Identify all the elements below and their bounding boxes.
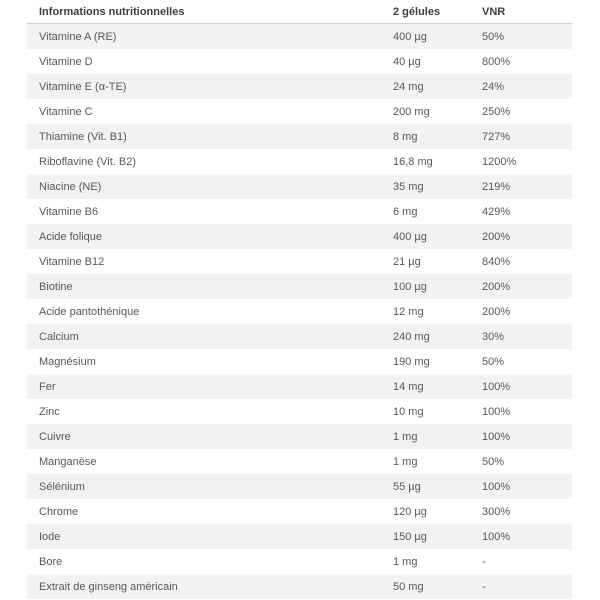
table-row xyxy=(27,199,572,224)
nutrient-label: Biotine xyxy=(39,280,73,293)
nutrient-vnr: 800% xyxy=(482,55,511,68)
nutrient-amount: 1 mg xyxy=(393,455,418,468)
table-row xyxy=(27,99,572,124)
nutrient-vnr: 100% xyxy=(482,430,511,443)
nutrient-label: Acide folique xyxy=(39,230,102,243)
table-row xyxy=(27,249,572,274)
nutrient-vnr: 100% xyxy=(482,530,511,543)
nutrient-label: Vitamine C xyxy=(39,105,93,118)
nutrient-amount: 10 mg xyxy=(393,405,424,418)
table-row xyxy=(27,524,572,549)
nutrient-label: Vitamine A (RE) xyxy=(39,30,117,43)
nutrient-amount: 16,8 mg xyxy=(393,155,433,168)
nutrient-label: Acide pantothénique xyxy=(39,305,140,318)
nutrient-amount: 190 mg xyxy=(393,355,430,368)
nutrient-amount: 200 mg xyxy=(393,105,430,118)
nutrient-vnr: - xyxy=(482,555,486,568)
nutrient-label: Vitamine D xyxy=(39,55,93,68)
nutrient-label: Vitamine E (α-TE) xyxy=(39,80,127,93)
nutrient-vnr: 219% xyxy=(482,180,511,193)
nutrient-label: Bore xyxy=(39,555,63,568)
nutrient-label: Fer xyxy=(39,380,56,393)
nutrient-amount: 40 µg xyxy=(393,55,421,68)
nutrient-vnr: 50% xyxy=(482,455,505,468)
table-row xyxy=(27,424,572,449)
nutrient-label: Extrait de ginseng américain xyxy=(39,580,178,593)
header-dose: 2 gélules xyxy=(393,5,441,18)
table-body xyxy=(27,24,572,599)
nutrient-vnr: 50% xyxy=(482,30,505,43)
table-row xyxy=(27,224,572,249)
table-row xyxy=(27,499,572,524)
nutrient-vnr: 727% xyxy=(482,130,511,143)
nutrient-label: Cuivre xyxy=(39,430,71,443)
table-row xyxy=(27,124,572,149)
nutrient-vnr: 100% xyxy=(482,405,511,418)
nutrient-vnr: 840% xyxy=(482,255,511,268)
nutrient-vnr: 429% xyxy=(482,205,511,218)
nutrient-amount: 6 mg xyxy=(393,205,418,218)
nutrient-label: Manganèse xyxy=(39,455,97,468)
nutrient-amount: 240 mg xyxy=(393,330,430,343)
nutrient-amount: 100 µg xyxy=(393,280,427,293)
nutrient-amount: 14 mg xyxy=(393,380,424,393)
nutrient-vnr: 100% xyxy=(482,480,511,493)
nutrient-label: Magnésium xyxy=(39,355,96,368)
table-row xyxy=(27,324,572,349)
table-row xyxy=(27,74,572,99)
nutrient-vnr: 1200% xyxy=(482,155,517,168)
nutrient-vnr: 200% xyxy=(482,230,511,243)
nutrient-amount: 400 µg xyxy=(393,230,427,243)
table-row xyxy=(27,274,572,299)
nutrient-amount: 55 µg xyxy=(393,480,421,493)
table-row xyxy=(27,549,572,574)
nutrient-amount: 400 µg xyxy=(393,30,427,43)
nutrient-amount: 1 mg xyxy=(393,555,418,568)
nutrient-vnr: 30% xyxy=(482,330,505,343)
header-informations-nutritionnelles: Informations nutritionnelles xyxy=(39,5,185,18)
nutrient-vnr: 300% xyxy=(482,505,511,518)
nutrient-label: Niacine (NE) xyxy=(39,180,102,193)
nutrient-amount: 150 µg xyxy=(393,530,427,543)
table-row xyxy=(27,449,572,474)
nutrient-amount: 21 µg xyxy=(393,255,421,268)
nutrient-label: Vitamine B12 xyxy=(39,255,105,268)
table-row xyxy=(27,474,572,499)
nutrient-label: Calcium xyxy=(39,330,79,343)
nutrient-vnr: - xyxy=(482,580,486,593)
table-row xyxy=(27,149,572,174)
table-row xyxy=(27,24,572,49)
nutrient-vnr: 200% xyxy=(482,305,511,318)
nutrient-label: Vitamine B6 xyxy=(39,205,99,218)
nutrient-label: Iode xyxy=(39,530,61,543)
nutrient-vnr: 250% xyxy=(482,105,511,118)
nutrient-amount: 24 mg xyxy=(393,80,424,93)
nutrient-label: Zinc xyxy=(39,405,60,418)
nutrient-label: Chrome xyxy=(39,505,79,518)
nutrient-amount: 120 µg xyxy=(393,505,427,518)
nutrient-amount: 8 mg xyxy=(393,130,418,143)
header-vnr: VNR xyxy=(482,5,506,18)
nutrient-amount: 35 mg xyxy=(393,180,424,193)
nutrient-amount: 50 mg xyxy=(393,580,424,593)
nutrient-label: Riboflavine (Vit. B2) xyxy=(39,155,137,168)
table-row xyxy=(27,299,572,324)
nutrient-vnr: 100% xyxy=(482,380,511,393)
table-row xyxy=(27,574,572,599)
table-row xyxy=(27,374,572,399)
nutrient-amount: 1 mg xyxy=(393,430,418,443)
table-row xyxy=(27,49,572,74)
nutrient-label: Sélénium xyxy=(39,480,85,493)
nutrient-amount: 12 mg xyxy=(393,305,424,318)
nutrient-vnr: 24% xyxy=(482,80,505,93)
table-header-row xyxy=(27,0,572,24)
table-row xyxy=(27,349,572,374)
table-row xyxy=(27,174,572,199)
nutrition-table xyxy=(27,0,572,599)
table-row xyxy=(27,399,572,424)
nutrient-vnr: 50% xyxy=(482,355,505,368)
nutrient-vnr: 200% xyxy=(482,280,511,293)
nutrient-label: Thiamine (Vit. B1) xyxy=(39,130,127,143)
